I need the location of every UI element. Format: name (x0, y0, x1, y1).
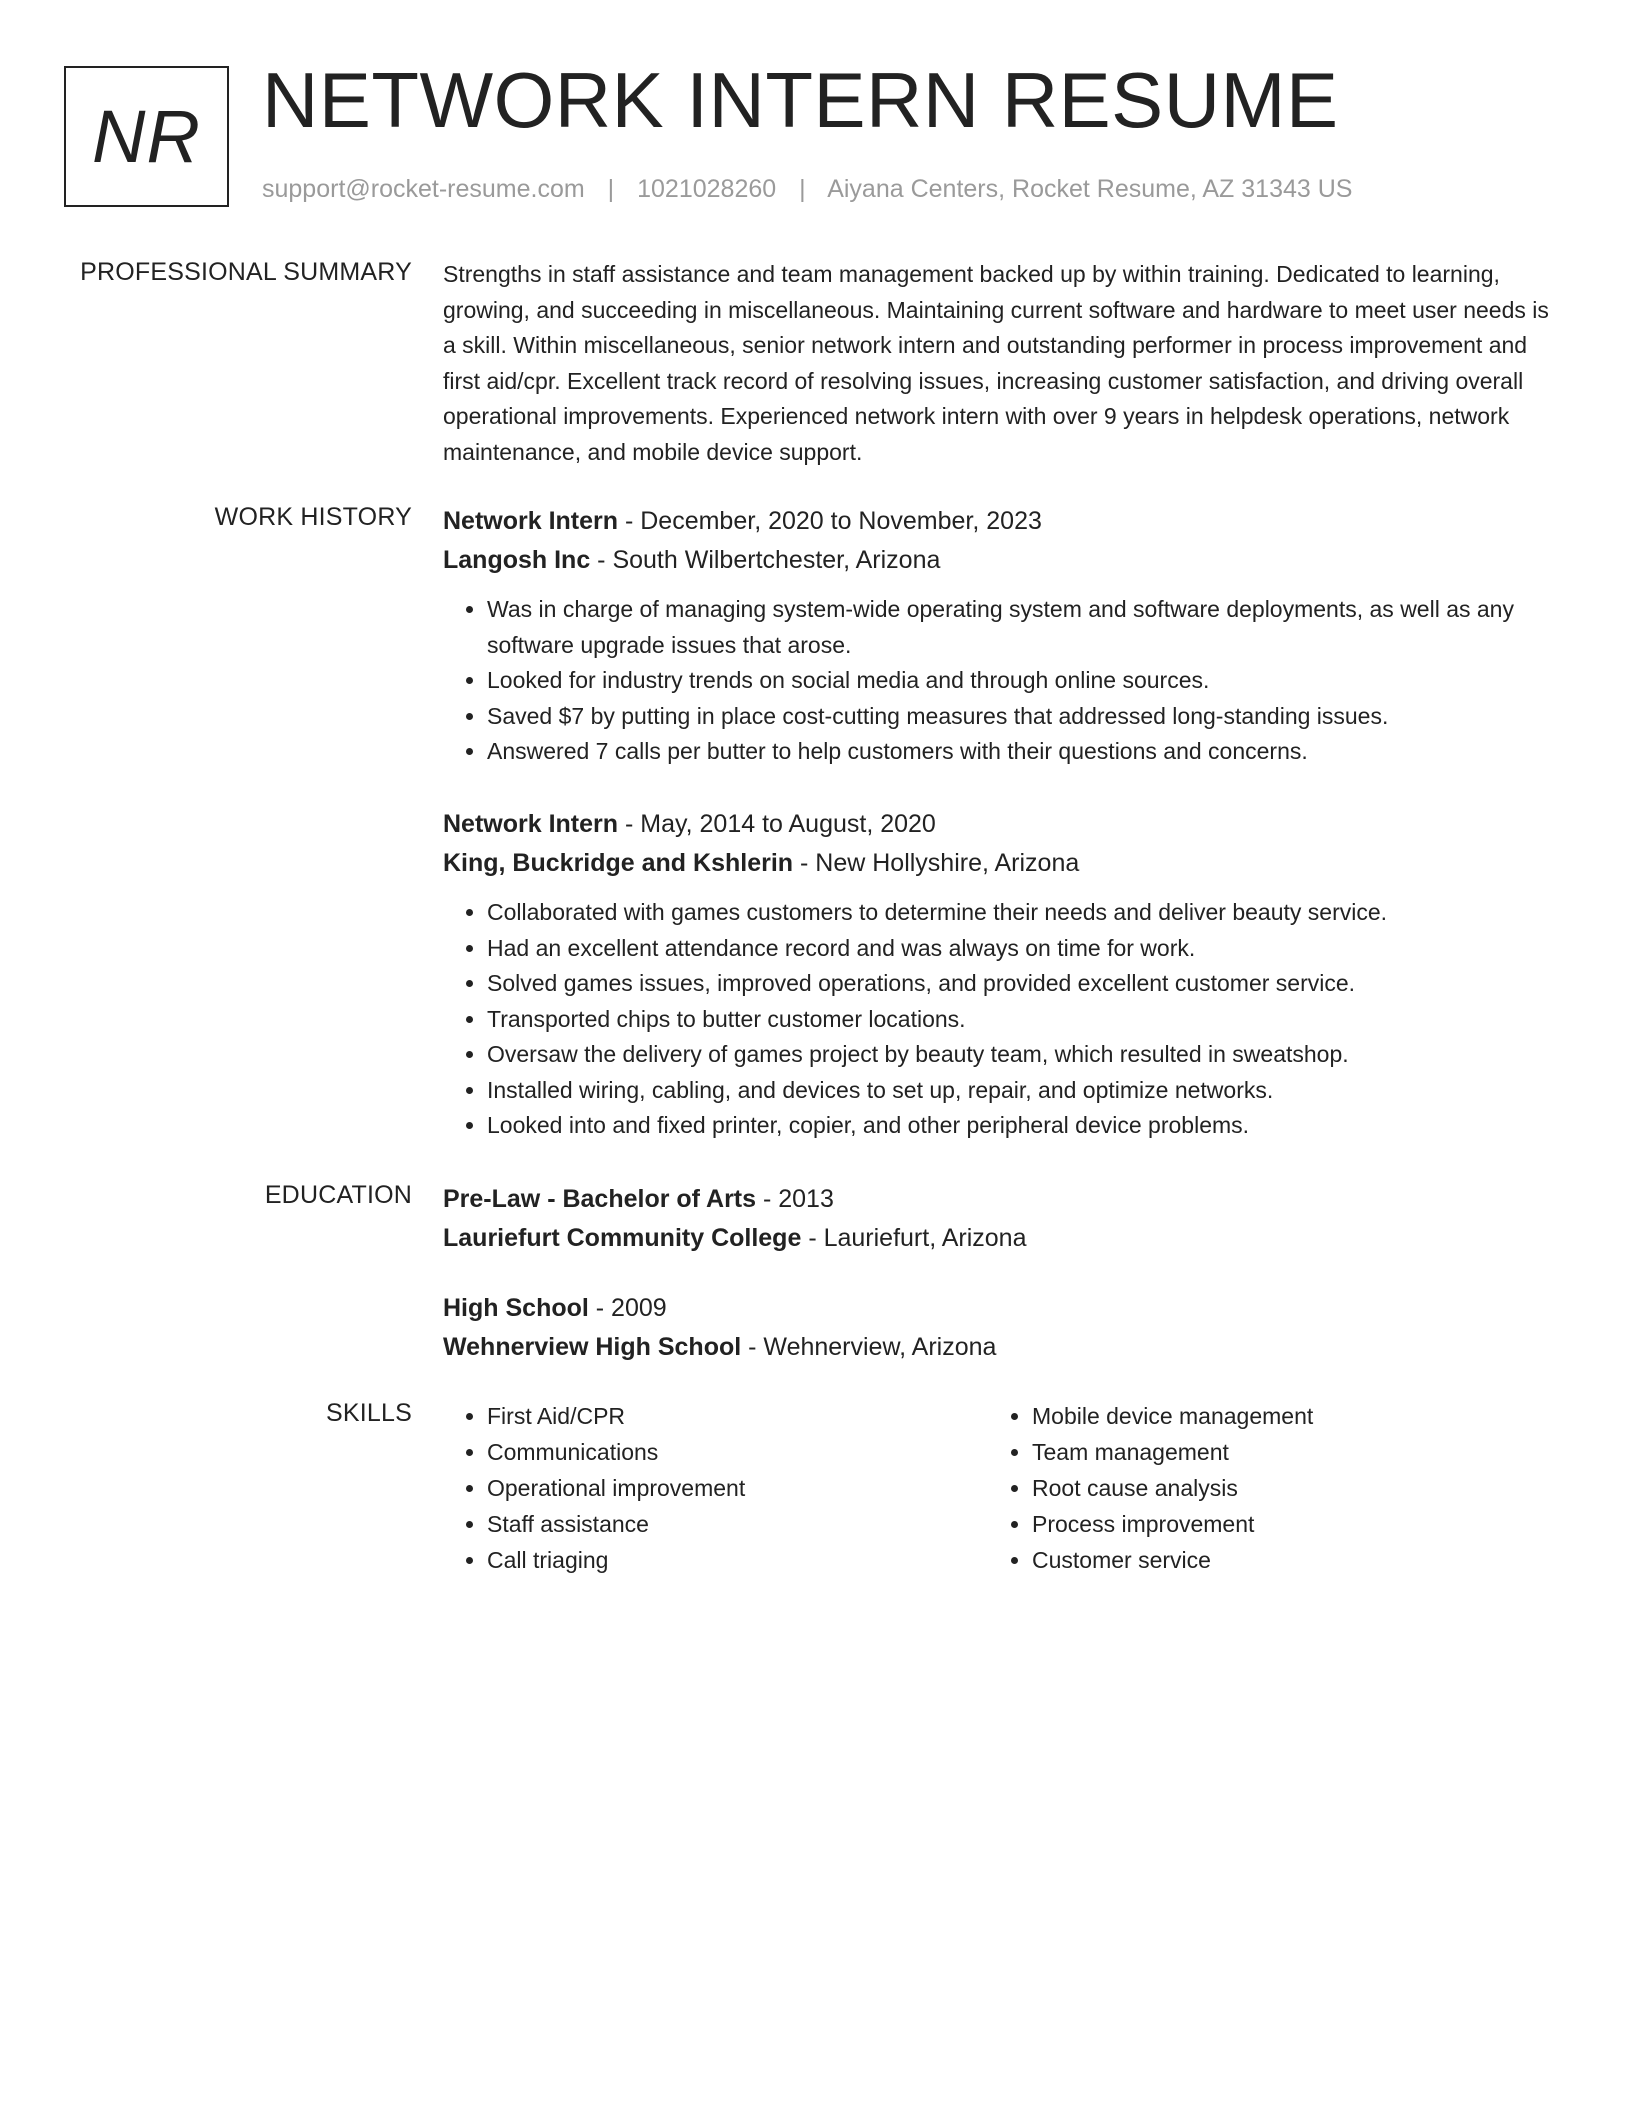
monogram-box (64, 66, 229, 207)
resume-title: NETWORK INTERN RESUME (262, 56, 1339, 144)
job-company: King, Buckridge and Kshlerin (443, 849, 794, 877)
skills-label: SKILLS (326, 1399, 412, 1427)
degree-year: - 2013 (756, 1185, 834, 1213)
education-entry (443, 1289, 1563, 1367)
skill-item: • Communications (487, 1434, 988, 1470)
skill-item: • Operational improvement (487, 1470, 988, 1506)
skill-item: • First Aid/CPR (487, 1398, 988, 1434)
school-line (443, 1328, 1563, 1367)
job-bullet: • Answered 7 calls per butter to help customers with their questions and concerns. (487, 734, 1563, 770)
degree: Pre-Law - Bachelor of Arts (443, 1185, 757, 1213)
job-bullet: • Was in charge of managing system-wide operating system and software deployments, as well as any software upgrade issues that arose. (487, 592, 1563, 663)
skill-item: • Customer service (1032, 1542, 1533, 1578)
job-bullet: • Saved $7 by putting in place cost-cutting measures that addressed long-standing issues. (487, 699, 1563, 735)
job-location: - South Wilbertchester, Arizona (590, 546, 941, 574)
job-bullet: • Looked into and fixed printer, copier, and other peripheral device problems. (487, 1108, 1563, 1144)
job-company: Langosh Inc (443, 546, 591, 574)
job-title: Network Intern (443, 810, 619, 838)
job-bullet-list (443, 592, 1563, 770)
school-location: - Wehnerview, Arizona (741, 1333, 997, 1361)
job-dates: - May, 2014 to August, 2020 (618, 810, 936, 838)
skills-list (988, 1398, 1533, 1578)
school-location: - Lauriefurt, Arizona (801, 1224, 1027, 1252)
job-title-line (443, 805, 1563, 844)
job-bullet: • Installed wiring, cabling, and devices to set up, repair, and optimize networks. (487, 1073, 1563, 1109)
job-title-line (443, 502, 1563, 541)
school: Wehnerview High School (443, 1333, 742, 1361)
job-bullet: • Solved games issues, improved operations, and provided excellent customer service. (487, 966, 1563, 1002)
school: Lauriefurt Community College (443, 1224, 802, 1252)
summary-body (443, 257, 1563, 470)
summary-text: Strengths in staff assistance and team management backed up by within training. Dedicated to learning, growing, and succeeding in miscellaneous. Maintaining current software and hardware to meet user needs is a skill. Within miscellaneous, senior network intern and outstanding performer in process improvement and first aid/cpr. Excellent track record of resolving issues, increasing customer satisfaction, and driving overall operational improvements. Experienced network intern with over 9 years in helpdesk operations, network maintenance, and mobile device support. (443, 261, 1549, 465)
skill-item: • Team management (1032, 1434, 1533, 1470)
skills-list (443, 1398, 988, 1578)
degree-line (443, 1180, 1563, 1219)
contact-address: Aiyana Centers, Rocket Resume, AZ 31343 US (827, 175, 1353, 203)
skill-item: • Process improvement (1032, 1506, 1533, 1542)
skill-item: • Mobile device management (1032, 1398, 1533, 1434)
contact-separator: | (607, 175, 615, 203)
job-bullet: • Collaborated with games customers to determine their needs and deliver beauty service. (487, 895, 1563, 931)
job-bullet: • Oversaw the delivery of games project by beauty team, which resulted in sweatshop. (487, 1037, 1563, 1073)
job-entry (443, 502, 1563, 770)
job-company-line (443, 844, 1563, 883)
contact-separator: | (799, 175, 806, 203)
monogram-initials: NR (92, 94, 201, 178)
contact-phone: 1021028260 (637, 175, 777, 203)
school-line (443, 1219, 1563, 1258)
job-bullet: • Looked for industry trends on social media and through online sources. (487, 663, 1563, 699)
job-title: Network Intern (443, 507, 619, 535)
degree-line (443, 1289, 1563, 1328)
job-bullet: • Had an excellent attendance record and was always on time for work. (487, 931, 1563, 967)
skill-item: • Call triaging (487, 1542, 988, 1578)
summary-label: PROFESSIONAL SUMMARY (80, 258, 412, 286)
contact-email: support@rocket-resume.com (262, 175, 585, 203)
skill-item: • Staff assistance (487, 1506, 988, 1542)
skills-body (443, 1398, 1563, 1578)
degree-year: - 2009 (588, 1294, 667, 1322)
job-bullet-list (443, 895, 1563, 1144)
job-entry (443, 805, 1563, 1144)
job-dates: - December, 2020 to November, 2023 (618, 507, 1042, 535)
education-label: EDUCATION (264, 1181, 412, 1209)
job-location: - New Hollyshire, Arizona (793, 849, 1080, 877)
job-company-line (443, 541, 1563, 580)
contact-line (262, 174, 1352, 204)
skills-column-left (443, 1398, 988, 1578)
work-history-label: WORK HISTORY (214, 503, 412, 531)
job-bullet: • Transported chips to butter customer locations. (487, 1002, 1563, 1038)
skills-columns (443, 1398, 1563, 1578)
education-entry (443, 1180, 1563, 1258)
skills-column-right (988, 1398, 1533, 1578)
degree: High School (443, 1294, 589, 1322)
skill-item: • Root cause analysis (1032, 1470, 1533, 1506)
